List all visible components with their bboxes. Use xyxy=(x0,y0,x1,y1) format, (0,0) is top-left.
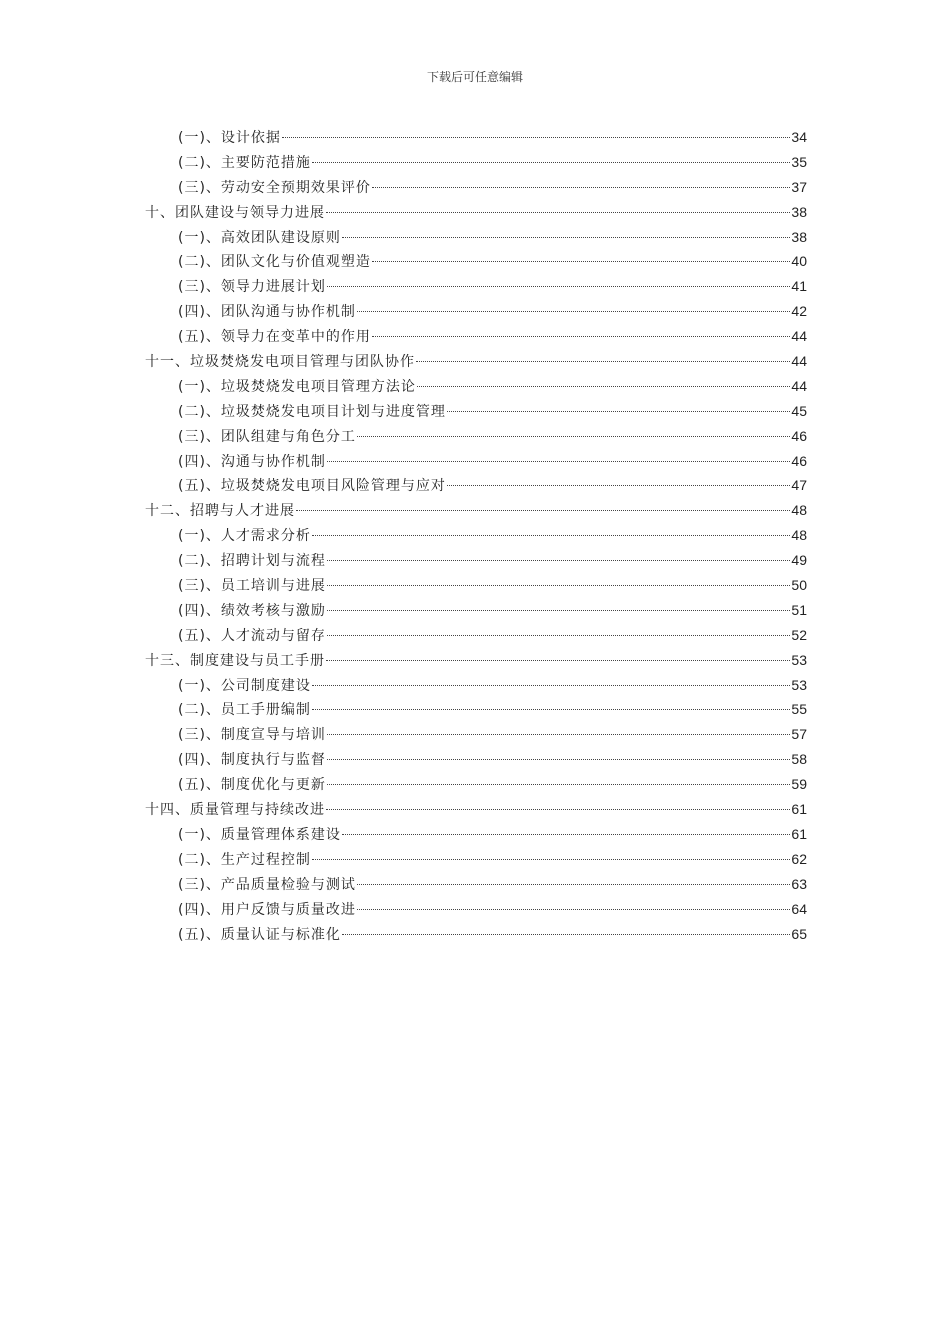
toc-dot-leader xyxy=(372,187,790,188)
toc-page-number: 44 xyxy=(791,328,807,345)
toc-section-entry[interactable] xyxy=(145,424,807,449)
toc-dot-leader xyxy=(342,934,790,935)
toc-dot-leader xyxy=(342,237,790,238)
toc-section-entry[interactable] xyxy=(145,449,807,474)
toc-section-entry[interactable] xyxy=(145,249,807,274)
toc-page-number: 64 xyxy=(791,900,807,917)
toc-dot-leader xyxy=(296,510,790,511)
toc-entry-title: 十三、制度建设与员工手册 xyxy=(145,652,325,669)
toc-dot-leader xyxy=(327,560,790,561)
toc-page-number: 61 xyxy=(791,801,807,818)
toc-section-entry[interactable] xyxy=(145,897,807,922)
toc-entry-title: (五)、制度优化与更新 xyxy=(178,777,326,794)
toc-chapter-entry[interactable] xyxy=(145,648,807,673)
toc-dot-leader xyxy=(357,311,790,312)
toc-section-entry[interactable] xyxy=(145,673,807,698)
toc-section-entry[interactable] xyxy=(145,324,807,349)
toc-page-number: 49 xyxy=(791,552,807,569)
toc-page-number: 46 xyxy=(791,427,807,444)
toc-dot-leader xyxy=(357,909,790,910)
toc-dot-leader xyxy=(416,361,790,362)
toc-entry-title: (三)、员工培训与进展 xyxy=(178,578,326,595)
toc-dot-leader xyxy=(282,137,790,138)
toc-entry-title: (三)、团队组建与角色分工 xyxy=(178,428,356,445)
toc-dot-leader xyxy=(312,685,790,686)
toc-entry-title: 十、团队建设与领导力进展 xyxy=(145,204,325,221)
toc-section-entry[interactable] xyxy=(145,598,807,623)
toc-chapter-entry[interactable] xyxy=(145,349,807,374)
toc-section-entry[interactable] xyxy=(145,872,807,897)
table-of-contents xyxy=(145,125,807,946)
toc-page-number: 61 xyxy=(791,825,807,842)
toc-entry-title: (一)、质量管理体系建设 xyxy=(178,826,341,843)
toc-page-number: 35 xyxy=(791,153,807,170)
toc-page-number: 48 xyxy=(791,527,807,544)
toc-dot-leader xyxy=(326,660,790,661)
toc-entry-title: 十二、招聘与人才进展 xyxy=(145,503,295,520)
toc-section-entry[interactable] xyxy=(145,623,807,648)
toc-entry-title: (四)、制度执行与监督 xyxy=(178,752,326,769)
toc-section-entry[interactable] xyxy=(145,399,807,424)
toc-entry-title: (四)、用户反馈与质量改进 xyxy=(178,901,356,918)
toc-page-number: 47 xyxy=(791,477,807,494)
toc-entry-title: (一)、垃圾焚烧发电项目管理方法论 xyxy=(178,378,416,395)
toc-dot-leader xyxy=(417,386,790,387)
toc-dot-leader xyxy=(357,436,790,437)
toc-dot-leader xyxy=(327,461,790,462)
toc-page-number: 45 xyxy=(791,402,807,419)
toc-dot-leader xyxy=(327,585,790,586)
toc-entry-title: (三)、领导力进展计划 xyxy=(178,279,326,296)
toc-section-entry[interactable] xyxy=(145,150,807,175)
toc-page-number: 42 xyxy=(791,303,807,320)
toc-section-entry[interactable] xyxy=(145,299,807,324)
toc-section-entry[interactable] xyxy=(145,175,807,200)
toc-section-entry[interactable] xyxy=(145,772,807,797)
toc-section-entry[interactable] xyxy=(145,722,807,747)
toc-section-entry[interactable] xyxy=(145,822,807,847)
toc-entry-title: (三)、产品质量检验与测试 xyxy=(178,876,356,893)
toc-page-number: 40 xyxy=(791,253,807,270)
toc-section-entry[interactable] xyxy=(145,274,807,299)
toc-chapter-entry[interactable] xyxy=(145,797,807,822)
toc-section-entry[interactable] xyxy=(145,473,807,498)
toc-section-entry[interactable] xyxy=(145,548,807,573)
toc-entry-title: (四)、沟通与协作机制 xyxy=(178,453,326,470)
toc-dot-leader xyxy=(447,485,790,486)
toc-entry-title: (一)、高效团队建设原则 xyxy=(178,229,341,246)
toc-entry-title: (二)、招聘计划与流程 xyxy=(178,553,326,570)
toc-section-entry[interactable] xyxy=(145,523,807,548)
toc-page-number: 59 xyxy=(791,776,807,793)
toc-dot-leader xyxy=(326,212,790,213)
toc-entry-title: 十四、质量管理与持续改进 xyxy=(145,802,325,819)
toc-entry-title: (二)、员工手册编制 xyxy=(178,702,311,719)
toc-page-number: 63 xyxy=(791,875,807,892)
toc-entry-title: (一)、人才需求分析 xyxy=(178,528,311,545)
toc-page-number: 53 xyxy=(791,651,807,668)
toc-dot-leader xyxy=(312,709,790,710)
toc-page-number: 38 xyxy=(791,228,807,245)
toc-entry-title: (五)、人才流动与留存 xyxy=(178,627,326,644)
toc-page-number: 65 xyxy=(791,925,807,942)
toc-chapter-entry[interactable] xyxy=(145,200,807,225)
toc-dot-leader xyxy=(327,784,790,785)
toc-section-entry[interactable] xyxy=(145,847,807,872)
toc-entry-title: (五)、领导力在变革中的作用 xyxy=(178,329,371,346)
toc-entry-title: (二)、主要防范措施 xyxy=(178,154,311,171)
toc-page-number: 51 xyxy=(791,601,807,618)
toc-section-entry[interactable] xyxy=(145,922,807,947)
toc-entry-title: (二)、团队文化与价值观塑造 xyxy=(178,254,371,271)
toc-section-entry[interactable] xyxy=(145,747,807,772)
toc-dot-leader xyxy=(326,809,790,810)
toc-page-number: 38 xyxy=(791,203,807,220)
toc-entry-title: 十一、垃圾焚烧发电项目管理与团队协作 xyxy=(145,354,415,371)
toc-page-number: 44 xyxy=(791,377,807,394)
toc-dot-leader xyxy=(312,859,790,860)
toc-section-entry[interactable] xyxy=(145,573,807,598)
toc-dot-leader xyxy=(372,336,790,337)
toc-section-entry[interactable] xyxy=(145,697,807,722)
toc-page-number: 37 xyxy=(791,178,807,195)
toc-dot-leader xyxy=(327,635,790,636)
toc-page-number: 62 xyxy=(791,850,807,867)
toc-dot-leader xyxy=(312,162,790,163)
toc-entry-title: (四)、绩效考核与激励 xyxy=(178,602,326,619)
toc-page-number: 34 xyxy=(791,129,807,145)
toc-entry-title: (四)、团队沟通与协作机制 xyxy=(178,304,356,321)
toc-dot-leader xyxy=(357,884,790,885)
toc-entry-title: (一)、设计依据 xyxy=(178,130,281,146)
toc-entry-title: (一)、公司制度建设 xyxy=(178,677,311,694)
toc-page-number: 52 xyxy=(791,626,807,643)
toc-page-number: 48 xyxy=(791,502,807,519)
toc-entry-title: (二)、生产过程控制 xyxy=(178,851,311,868)
toc-entry-title: (三)、制度宣导与培训 xyxy=(178,727,326,744)
toc-section-entry[interactable] xyxy=(145,225,807,250)
page-header: 下载后可任意编辑 xyxy=(426,70,523,84)
toc-section-entry[interactable] xyxy=(145,125,807,150)
toc-entry-title: (五)、垃圾焚烧发电项目风险管理与应对 xyxy=(178,478,446,495)
toc-section-entry[interactable] xyxy=(145,374,807,399)
toc-dot-leader xyxy=(327,759,790,760)
toc-dot-leader xyxy=(327,734,790,735)
toc-page-number: 50 xyxy=(791,577,807,594)
toc-page-number: 57 xyxy=(791,726,807,743)
toc-page-number: 46 xyxy=(791,452,807,469)
toc-chapter-entry[interactable] xyxy=(145,498,807,523)
toc-dot-leader xyxy=(447,411,790,412)
toc-dot-leader xyxy=(372,261,790,262)
toc-dot-leader xyxy=(327,286,790,287)
toc-page-number: 58 xyxy=(791,751,807,768)
toc-entry-title: (三)、劳动安全预期效果评价 xyxy=(178,179,371,196)
toc-entry-title: (二)、垃圾焚烧发电项目计划与进度管理 xyxy=(178,403,446,420)
toc-dot-leader xyxy=(327,610,790,611)
toc-entry-title: (五)、质量认证与标准化 xyxy=(178,926,341,943)
toc-page-number: 53 xyxy=(791,676,807,693)
toc-page-number: 41 xyxy=(791,278,807,295)
toc-dot-leader xyxy=(312,535,790,536)
toc-page-number: 44 xyxy=(791,353,807,370)
toc-page-number: 55 xyxy=(791,701,807,718)
toc-dot-leader xyxy=(342,834,790,835)
